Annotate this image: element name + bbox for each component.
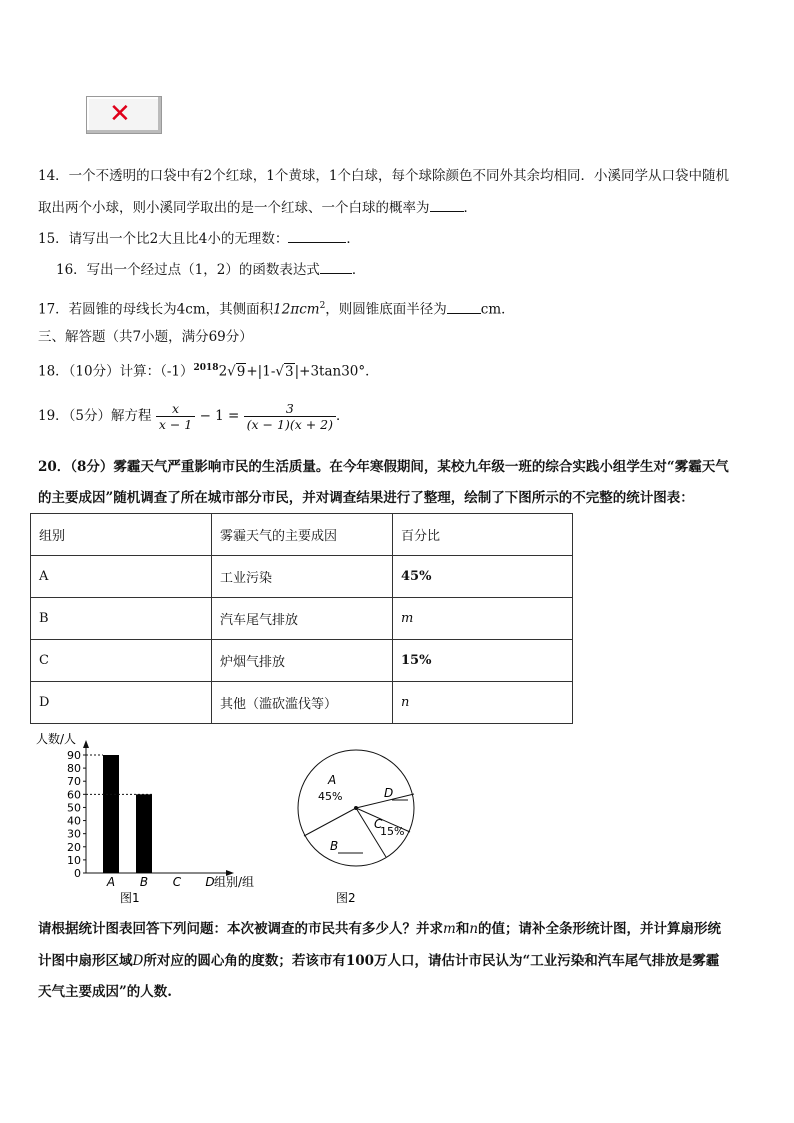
exponent: 2 — [319, 301, 326, 311]
period: ． — [336, 408, 350, 424]
table-row — [31, 598, 573, 640]
y-tick-label: 0 — [74, 867, 81, 880]
red-x-icon: ✕ — [109, 99, 131, 129]
table-cell: 15% — [393, 640, 573, 682]
category-labels — [106, 875, 215, 889]
table-header: 百分比 — [393, 514, 573, 556]
question-20-prompt-line-1 — [38, 920, 721, 938]
sqrt-sign-2: √ — [275, 363, 284, 380]
table-row — [31, 682, 573, 724]
prompt-text: 的值；请补全条形统计图，并计算扇形统 — [478, 921, 722, 937]
period: ． — [463, 200, 477, 216]
sqrt-sign-1: √ — [227, 363, 236, 380]
y-tick-label: 60 — [67, 788, 81, 802]
fraction-2: $\frac{3}{(x - 1)(x + 2)}$ — [244, 401, 336, 432]
coefficient: 2 — [218, 363, 228, 380]
table-cell: D — [31, 682, 212, 724]
radicand: 3 — [285, 363, 294, 380]
question-17-text-2: ，则圆锥底面半径为 — [325, 301, 447, 318]
pie-center — [354, 806, 358, 810]
y-tick-label: 10 — [67, 853, 81, 867]
bars — [86, 755, 152, 873]
pie-value-a: 45% — [318, 790, 343, 803]
answer-blank — [288, 230, 346, 243]
table-cell: 工业污染 — [212, 556, 393, 598]
answer-blank — [447, 301, 481, 314]
pie-label-c: C — [374, 817, 383, 831]
pie-label-b: B — [330, 839, 339, 853]
pie-divider-a-b — [304, 808, 356, 836]
cause-table — [30, 513, 573, 724]
variable-d: D — [132, 953, 144, 969]
table-cell: B — [31, 598, 212, 640]
table-cell: 45% — [393, 556, 573, 598]
prompt-text: 所对应的圆心角的度数；若该市有100万人口，请估计市民认为“工业污染和汽车尾气排放是雾霾 — [143, 953, 720, 969]
y-tick-label: 40 — [67, 814, 81, 828]
question-19-text: 19．（5分）解方程 — [38, 408, 152, 424]
section-heading: 三、解答题（共7小题，满分69分） — [38, 329, 253, 345]
table-cell: 炉烟气排放 — [212, 640, 393, 682]
question-16 — [56, 261, 365, 279]
y-tick-label: 80 — [67, 762, 81, 776]
question-17-text: 17．若圆锥的母线长为4cm，其侧面积 — [38, 301, 274, 318]
equation-middle: − 1 = — [199, 408, 240, 424]
question-20-prompt-line-2 — [38, 952, 719, 970]
radicand: 9 — [236, 363, 246, 380]
table-cell: A — [31, 556, 212, 598]
table-row — [31, 556, 573, 598]
pie-label-d: D — [384, 786, 394, 800]
table-cell: n — [393, 682, 573, 724]
abs-open: +|1- — [246, 363, 276, 380]
variable-m: m — [443, 921, 456, 937]
table-cell: 汽车尾气排放 — [212, 598, 393, 640]
answer-blank — [430, 199, 464, 212]
period: ． — [351, 262, 366, 278]
broken-image-placeholder — [86, 96, 162, 134]
table-cell: C — [31, 640, 212, 682]
exponent: 2018 — [193, 363, 219, 373]
question-20-line-2: 的主要成因”随机调查了所在城市部分市民，并对调查结果进行了整理，绘制了下图所示的不完整的统计图表： — [38, 490, 694, 506]
table-row — [31, 640, 573, 682]
pie-value-c: 15% — [380, 825, 405, 838]
y-tick-label: 70 — [67, 775, 81, 789]
category-label-c: C — [172, 875, 182, 889]
y-axis-label: 人数/人 — [36, 732, 77, 746]
area-expression: 12πcm — [273, 301, 320, 318]
y-tick-label: 90 — [67, 749, 81, 762]
pie-chart-figure-2 — [290, 742, 440, 906]
question-17 — [38, 297, 515, 319]
y-tick-label: 50 — [67, 801, 81, 815]
question-15-text: 15．请写出一个比2大且比4小的无理数： — [38, 231, 289, 247]
y-tick-label: 20 — [67, 840, 81, 854]
table-cell: m — [393, 598, 573, 640]
question-19 — [38, 398, 350, 434]
question-16-text: 16．写出一个经过点（1，2）的函数表达式 — [56, 262, 320, 278]
question-20-line-1: 20．（8分）雾霾天气严重影响市民的生活质量。在今年寒假期间，某校九年级一班的综合实践小组学生对“雾霾天气 — [38, 459, 729, 475]
prompt-text: 和 — [455, 921, 470, 937]
variable-n: n — [469, 921, 479, 937]
table-header: 雾霾天气的主要成因 — [212, 514, 393, 556]
category-label-b: B — [139, 875, 149, 889]
question-15 — [38, 230, 360, 248]
bar-chart-figure-1 — [34, 728, 274, 906]
fraction-1: $\frac{x}{x - 1}$ — [156, 401, 195, 432]
table-header-row — [31, 514, 573, 556]
category-label-a: A — [106, 875, 116, 889]
prompt-text: 请根据统计图表回答下列问题：本次被调查的市民共有多少人？并求 — [38, 921, 443, 937]
answer-blank — [320, 261, 352, 274]
question-14-line-1: 14．一个不透明的口袋中有2个红球，1个黄球，1个白球，每个球除颜色不同外其余均相同．小溪同学从口袋中随机 — [38, 168, 729, 184]
y-tick-label: 30 — [67, 827, 81, 841]
unit: cm． — [480, 301, 515, 318]
figure-1-caption: 图1 — [120, 891, 140, 905]
question-18 — [38, 359, 379, 381]
y-ticks — [67, 749, 86, 880]
table-header: 组别 — [31, 514, 212, 556]
category-label-d: D — [205, 875, 215, 889]
bar-a — [103, 755, 119, 873]
question-14-line-2 — [38, 199, 477, 217]
bar-b — [136, 794, 152, 873]
pie-label-a: A — [328, 773, 337, 787]
y-axis-arrow-icon — [83, 740, 89, 748]
question-14-text: 取出两个小球，则小溪同学取出的是一个红球、一个白球的概率为 — [38, 200, 430, 216]
question-18-text: 18．（10分）计算：（-1） — [38, 363, 194, 380]
question-20-prompt-line-3: 天气主要成因”的人数. — [38, 984, 172, 1000]
x-axis-label: 组别/组 — [214, 875, 255, 889]
table-cell: 其他（滥砍滥伐等） — [212, 682, 393, 724]
period: ． — [346, 231, 360, 247]
prompt-text: 计图中扇形区域 — [38, 953, 133, 969]
question-18-tail: |+3tan30°． — [294, 363, 379, 380]
figure-2-caption: 图2 — [336, 891, 356, 905]
